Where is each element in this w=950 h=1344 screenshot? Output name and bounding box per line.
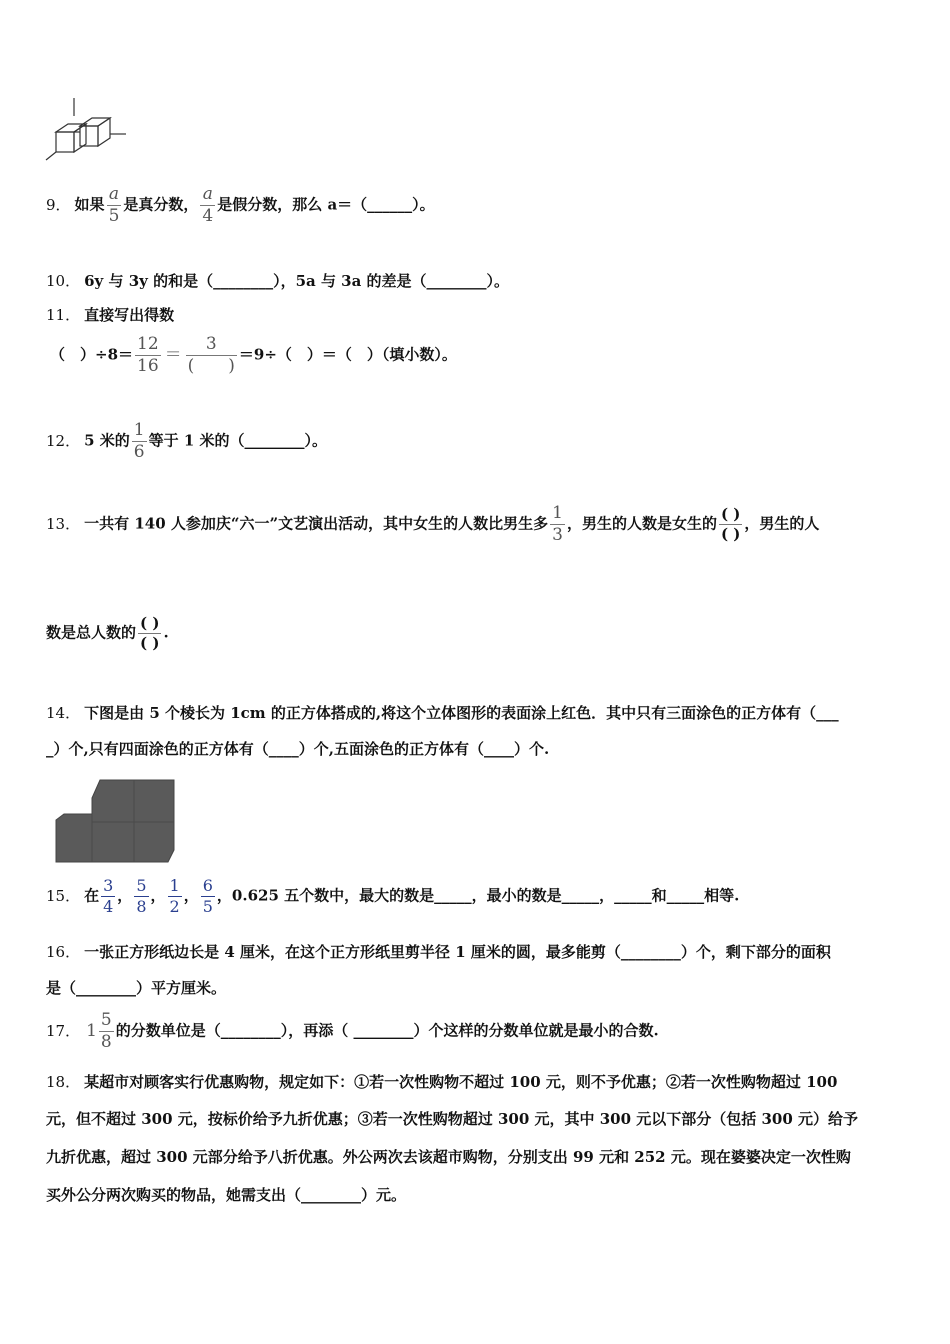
blank-fraction-1: $\frac{( )}{( )}$ [720,505,741,543]
question-number: 13． [46,514,81,533]
q13-text-5: . [163,623,169,642]
question-number: 16． [46,943,81,961]
q18-line-2: 元，但不超过 300 元，按标价给予九折优惠；③若一次性购物超过 300 元，其中 300 元以下部分（包括 300 元）给予 [46,1110,859,1128]
q14-line-1: 下图是由 5 个棱长为 1cm 的正方体搭成的,将这个立体图形的表面涂上红色．其中只有三面涂色的正方体有（___ [84,704,839,722]
q18-line-1: 某超市对顾客实行优惠购物，规定如下：①若一次性购物不超过 100 元，则不予优惠；②若一次性购物超过 100 [84,1073,838,1091]
q15-text-2: ，0.625 五个数中，最大的数是_____，最小的数是_____，_____和_____相等. [216,886,740,905]
question-14-line-1 [46,702,839,723]
question-13 [46,505,819,544]
question-number: 9． [46,195,71,214]
fraction-a-over-5: $\frac{a}{5}$ [108,184,120,226]
q13-text-2: ，男生的人数是女生的 [566,514,717,533]
q11-eq-text-2: ＝9÷（ ）＝（ ）（填小数）。 [238,345,457,364]
q14-line-2: _）个,只有四面涂色的正方体有（____）个,五面涂色的正方体有（____）个. [46,740,550,758]
fraction-5-over-8: $\frac{5}{8}$ [100,1010,112,1052]
equals-sign: ＝ [164,345,182,365]
question-14-line-2 [46,738,549,759]
question-number: 11． [46,306,81,324]
question-number: 10． [46,272,81,290]
question-18-line-1 [46,1071,837,1092]
fraction-12-over-16: $\frac{12}{16}$ [137,334,159,376]
q13-text-3: ，男生的人 [744,514,820,533]
q13-text-1: 一共有 140 人参加庆“六一”文艺演出活动，其中女生的人数比男生多 [84,514,549,533]
q9-text-3: 是假分数，那么 a＝（______）。 [217,195,435,214]
separator: ， [117,886,133,905]
q13-text-4: 数是总人数的 [46,623,137,642]
separator: ， [183,886,199,905]
question-11 [46,304,174,325]
q18-line-4: 买外公分两次购买的物品，她需支出（________）元。 [46,1186,407,1204]
question-number: 15． [46,886,81,905]
question-12 [46,422,327,461]
q11-eq-text-1: （ ）÷8＝ [50,345,134,364]
fraction-3-over-4: $\frac{3}{4}$ [103,876,114,916]
question-18-line-4 [46,1184,406,1205]
cube-figure-top [40,96,135,162]
blank-fraction-2: $\frac{( )}{( )}$ [140,614,160,652]
question-17 [46,1012,659,1051]
fraction-3-over-blank: $\frac{3}{( )}$ [187,334,235,376]
q17-text: 的分数单位是（________），再添（ ________）个这样的分数单位就是最小的合数. [115,1021,659,1040]
fraction-1-over-3: $\frac{1}{3}$ [552,503,563,545]
q12-text-2: 等于 1 米的（________）。 [148,431,327,450]
question-number: 17． [46,1021,81,1040]
q16-line-1: 一张正方形纸边长是 4 厘米，在这个正方形纸里剪半径 1 厘米的圆，最多能剪（________）个，剩下部分的面积 [84,943,831,961]
separator: ， [150,886,166,905]
question-10 [46,270,509,291]
mixed-whole: 1 [86,1021,97,1041]
q15-text-1: 在 [84,886,100,905]
question-18-line-2 [46,1108,858,1129]
fraction-6-over-5: $\frac{6}{5}$ [202,876,213,916]
question-number: 18． [46,1073,81,1091]
question-number: 14． [46,704,81,722]
cubes-figure [52,776,176,864]
fraction-1-over-2: $\frac{1}{2}$ [169,876,180,916]
question-16-line-2 [46,977,226,998]
q9-text-1: 如果 [74,195,105,214]
fraction-a-over-4: $\frac{a}{4}$ [202,184,214,226]
question-15 [46,878,739,915]
question-9 [46,186,435,225]
question-18-line-3 [46,1146,851,1167]
q16-line-2: 是（________）平方厘米。 [46,979,227,997]
q11-text: 直接写出得数 [84,306,175,324]
q10-text: 6y 与 3y 的和是（________），5a 与 3a 的差是（________）。 [84,272,510,290]
question-16-line-1 [46,941,831,962]
q12-text-1: 5 米的 [84,431,130,450]
fraction-5-over-8: $\frac{5}{8}$ [136,876,147,916]
question-number: 12． [46,431,81,450]
q18-line-3: 九折优惠，超过 300 元部分给予八折优惠。外公两次去该超市购物，分别支出 99 元和 252 元。现在婆婆决定一次性购 [46,1148,851,1166]
fraction-1-over-6: $\frac{1}{6}$ [133,420,145,462]
question-13-cont [46,616,169,651]
question-11-equation [50,336,457,375]
q9-text-2: 是真分数， [123,195,199,214]
